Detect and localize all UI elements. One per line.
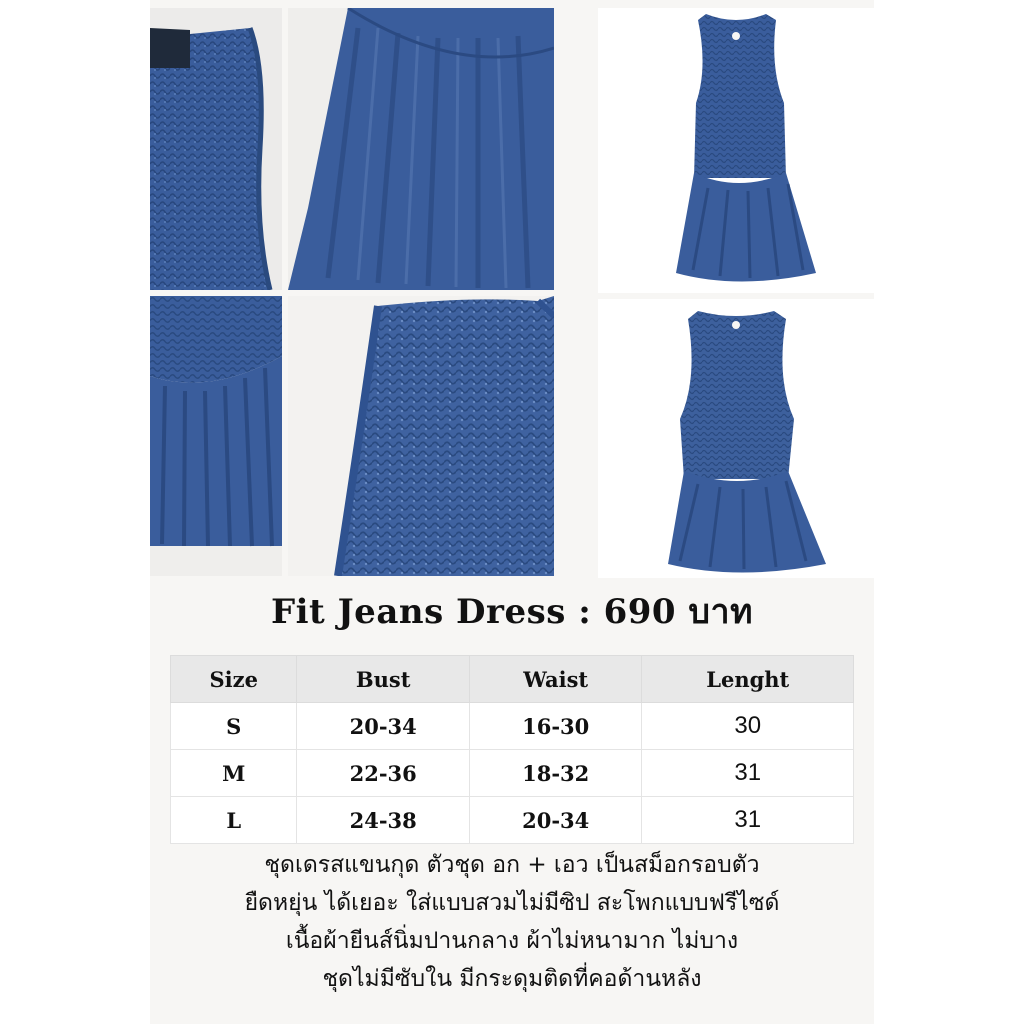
photo-dress-back xyxy=(598,299,874,578)
product-description xyxy=(150,846,874,998)
photo-dress-front xyxy=(598,8,874,293)
cell-waist: 16-30 xyxy=(469,703,642,750)
product-title: Fit Jeans Dress : 690 บาท xyxy=(271,592,753,632)
description-line: ยืดหยุ่น ได้เยอะ ใส่แบบสวมไม่มีซิป สะโพกแบบฟรีไซด์ xyxy=(244,890,780,916)
cell-length: 31 xyxy=(642,797,854,844)
cell-bust: 24-38 xyxy=(297,797,470,844)
description-line: ชุดเดรสแขนกุด ตัวชุด อก + เอว เป็นสม็อกรอบตัว xyxy=(264,852,760,878)
description-line: ชุดไม่มีซับใน มีกระดุมติดที่คอด้านหลัง xyxy=(322,966,702,992)
header-length: Lenght xyxy=(642,656,854,703)
cell-bust: 20-34 xyxy=(297,703,470,750)
header-bust: Bust xyxy=(297,656,470,703)
cell-size: L xyxy=(171,797,297,844)
cell-bust: 22-36 xyxy=(297,750,470,797)
table-row xyxy=(171,750,854,797)
cell-waist: 18-32 xyxy=(469,750,642,797)
table-row xyxy=(171,703,854,750)
cell-size: M xyxy=(171,750,297,797)
size-chart-table xyxy=(170,655,854,844)
cell-waist: 20-34 xyxy=(469,797,642,844)
cell-size: S xyxy=(171,703,297,750)
description-line: เนื้อผ้ายีนส์นิ่มปานกลาง ผ้าไม่หนามาก ไม่บาง xyxy=(285,928,739,954)
photo-bodice-closeup xyxy=(150,8,282,290)
photo-waist-closeup xyxy=(150,296,282,576)
cell-length: 30 xyxy=(642,703,854,750)
table-row xyxy=(171,797,854,844)
cell-length: 31 xyxy=(642,750,854,797)
header-waist: Waist xyxy=(469,656,642,703)
table-header-row xyxy=(171,656,854,703)
photo-skirt-closeup xyxy=(288,8,554,290)
header-size: Size xyxy=(171,656,297,703)
photo-armhole-closeup xyxy=(288,296,554,576)
